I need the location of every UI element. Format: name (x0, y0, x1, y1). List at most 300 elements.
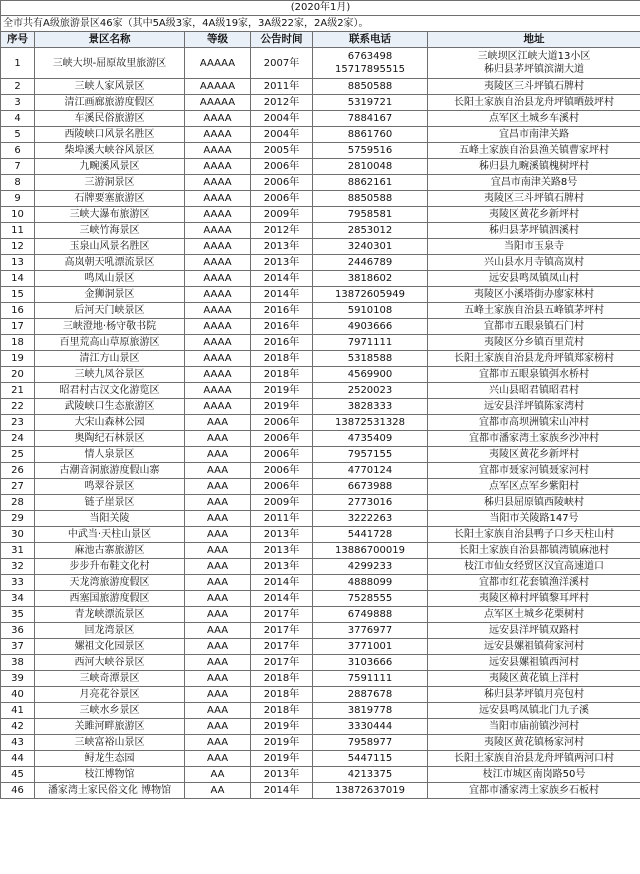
cell-phone-line: 4888099 (347, 577, 393, 588)
cell-phone (313, 79, 428, 95)
cell-address-line: 远安县洋坪镇双路村 (489, 625, 580, 636)
cell-no: 41 (1, 703, 35, 719)
cell-level: AA (185, 783, 251, 799)
cell-address (428, 623, 640, 639)
cell-level: AAAA (185, 271, 251, 287)
cell-year: 2006年 (251, 463, 313, 479)
cell-level: AAAAA (185, 95, 251, 111)
cell-level: AAA (185, 655, 251, 671)
cell-phone (313, 687, 428, 703)
cell-year: 2004年 (251, 127, 313, 143)
cell-address-line: 点军区土城乡车溪村 (489, 113, 580, 124)
cell-no: 34 (1, 591, 35, 607)
cell-phone (313, 367, 428, 383)
cell-address-line: 三峡坝区江峡大道13小区 (477, 51, 591, 62)
cell-address-line: 宜都市潘家湾土家族乡石板村 (469, 785, 600, 796)
cell-phone (313, 143, 428, 159)
cell-address-line: 五峰土家族自治县渔关镇曹家坪村 (459, 145, 610, 156)
cell-phone-line: 6763498 (347, 51, 393, 62)
cell-address (428, 671, 640, 687)
cell-phone-line: 3222263 (347, 513, 393, 524)
cell-phone (313, 447, 428, 463)
cell-no: 31 (1, 543, 35, 559)
cell-phone (313, 511, 428, 527)
table-row (1, 143, 640, 159)
cell-phone-line: 7958581 (347, 209, 393, 220)
cell-phone (313, 607, 428, 623)
cell-phone (313, 111, 428, 127)
cell-phone-line: 8862161 (347, 177, 393, 188)
header-no: 序号 (1, 32, 35, 48)
cell-address (428, 415, 640, 431)
cell-address-line: 夷陵区黄花乡新坪村 (489, 209, 580, 220)
cell-level: AAA (185, 751, 251, 767)
cell-address (428, 143, 640, 159)
header-phone: 联系电话 (313, 32, 428, 48)
cell-phone-line: 2520023 (347, 385, 393, 396)
cell-name: 三峡富裕山景区 (35, 735, 185, 751)
cell-level: AAA (185, 431, 251, 447)
cell-year: 2018年 (251, 703, 313, 719)
cell-name: 链子崖景区 (35, 495, 185, 511)
summary-text: 全市共有A级旅游景区46家（其中5A级3家，4A级19家，3A级22家，2A级2家）。 (1, 16, 640, 32)
cell-name: 三峡大瀑布旅游区 (35, 207, 185, 223)
cell-year: 2017年 (251, 607, 313, 623)
cell-address-line: 秭归县茅坪镇滨湖大道 (484, 64, 585, 75)
cell-no: 43 (1, 735, 35, 751)
table-row (1, 463, 640, 479)
cell-year: 2006年 (251, 159, 313, 175)
cell-address (428, 127, 640, 143)
cell-address (428, 591, 640, 607)
cell-level: AAA (185, 463, 251, 479)
cell-name: 玉泉山风景名胜区 (35, 239, 185, 255)
cell-year: 2013年 (251, 767, 313, 783)
cell-year: 2006年 (251, 191, 313, 207)
cell-address (428, 527, 640, 543)
cell-phone-line: 4770124 (347, 465, 393, 476)
header-year: 公告时间 (251, 32, 313, 48)
cell-address (428, 239, 640, 255)
cell-level: AAA (185, 623, 251, 639)
cell-no: 24 (1, 431, 35, 447)
table-row (1, 271, 640, 287)
cell-no: 14 (1, 271, 35, 287)
cell-phone-line: 8861760 (347, 129, 393, 140)
table-row (1, 223, 640, 239)
cell-phone-line: 13872605949 (335, 289, 405, 300)
table-row (1, 527, 640, 543)
cell-no: 1 (1, 48, 35, 79)
cell-no: 44 (1, 751, 35, 767)
cell-name: 关雎河畔旅游区 (35, 719, 185, 735)
cell-year: 2019年 (251, 719, 313, 735)
cell-level: AAAA (185, 207, 251, 223)
cell-phone-line: 3330444 (347, 721, 393, 732)
cell-phone (313, 95, 428, 111)
cell-address (428, 399, 640, 415)
cell-address (428, 575, 640, 591)
cell-level: AAAA (185, 367, 251, 383)
cell-level: AAA (185, 495, 251, 511)
cell-phone (313, 719, 428, 735)
table-row (1, 111, 640, 127)
table-row (1, 447, 640, 463)
cell-phone-line: 7957155 (347, 449, 393, 460)
cell-phone (313, 415, 428, 431)
cell-no: 42 (1, 719, 35, 735)
cell-year: 2006年 (251, 415, 313, 431)
table-row (1, 48, 640, 79)
cell-address-line: 宜昌市南津关路8号 (490, 177, 578, 188)
cell-no: 4 (1, 111, 35, 127)
cell-address (428, 159, 640, 175)
cell-level: AAAA (185, 111, 251, 127)
cell-phone-line: 3771001 (347, 641, 393, 652)
table-row (1, 399, 640, 415)
cell-name: 大宋山森林公园 (35, 415, 185, 431)
cell-phone-line: 3818602 (347, 273, 393, 284)
cell-year: 2006年 (251, 431, 313, 447)
cell-year: 2014年 (251, 271, 313, 287)
cell-phone-line: 15717895515 (335, 64, 405, 75)
table-row (1, 95, 640, 111)
table-row (1, 543, 640, 559)
cell-name: 鸣凤山景区 (35, 271, 185, 287)
cell-phone-line: 6749888 (347, 609, 393, 620)
cell-name: 西陵峡口风景名胜区 (35, 127, 185, 143)
cell-phone-line: 13886700019 (335, 545, 405, 556)
cell-address-line: 当阳市关陵路147号 (489, 513, 579, 524)
cell-address (428, 431, 640, 447)
cell-phone-line: 2773016 (347, 497, 393, 508)
cell-address-line: 宜都市高坝洲镇宋山冲村 (479, 417, 590, 428)
cell-year: 2012年 (251, 95, 313, 111)
header-name: 景区名称 (35, 32, 185, 48)
cell-address (428, 703, 640, 719)
table-row (1, 351, 640, 367)
cell-level: AAAA (185, 303, 251, 319)
cell-address (428, 351, 640, 367)
cell-phone-line: 7971111 (347, 337, 393, 348)
cell-address-line: 宜都市红花套镇渔洋溪村 (479, 577, 590, 588)
cell-phone-line: 5441728 (347, 529, 393, 540)
cell-address (428, 495, 640, 511)
cell-address-line: 夷陵区三斗坪镇石牌村 (484, 81, 585, 92)
table-row (1, 383, 640, 399)
cell-name: 情人泉景区 (35, 447, 185, 463)
cell-address-line: 长阳土家族自治县龙舟坪镇郑家榜村 (454, 353, 615, 364)
table-row (1, 415, 640, 431)
cell-year: 2014年 (251, 591, 313, 607)
cell-address-line: 远安县嫘祖镇西河村 (489, 657, 580, 668)
cell-level: AAA (185, 415, 251, 431)
cell-level: AA (185, 767, 251, 783)
cell-year: 2013年 (251, 559, 313, 575)
cell-level: AAAA (185, 335, 251, 351)
cell-phone (313, 48, 428, 79)
cell-no: 26 (1, 463, 35, 479)
cell-phone (313, 655, 428, 671)
cell-no: 39 (1, 671, 35, 687)
cell-address-line: 远安县嫘祖镇荷家河村 (484, 641, 585, 652)
cell-address (428, 639, 640, 655)
table-row (1, 367, 640, 383)
cell-address (428, 223, 640, 239)
cell-address-line: 长阳土家族自治县龙舟坪镇晒鼓坪村 (454, 97, 615, 108)
cell-address-line: 宜昌市南津关路 (499, 129, 570, 140)
cell-year: 2018年 (251, 351, 313, 367)
cell-name: 三峡九凤谷景区 (35, 367, 185, 383)
cell-year: 2005年 (251, 143, 313, 159)
cell-no: 11 (1, 223, 35, 239)
cell-name: 回龙湾景区 (35, 623, 185, 639)
cell-name: 枝江博物馆 (35, 767, 185, 783)
cell-phone-line: 4299233 (347, 561, 393, 572)
cell-level: AAAA (185, 255, 251, 271)
cell-level: AAA (185, 511, 251, 527)
cell-no: 21 (1, 383, 35, 399)
cell-year: 2017年 (251, 639, 313, 655)
cell-address-line: 宜都市聂家河镇聂家河村 (479, 465, 590, 476)
cell-year: 2011年 (251, 79, 313, 95)
cell-name: 金狮洞景区 (35, 287, 185, 303)
cell-phone-line: 2446789 (347, 257, 393, 268)
cell-no: 46 (1, 783, 35, 799)
cell-name: 九畹溪风景区 (35, 159, 185, 175)
cell-phone (313, 479, 428, 495)
cell-name: 清江方山景区 (35, 351, 185, 367)
cell-year: 2013年 (251, 255, 313, 271)
cell-name: 三峡奇潭景区 (35, 671, 185, 687)
cell-address-line: 夷陵区黄花乡新坪村 (489, 449, 580, 460)
cell-address (428, 79, 640, 95)
cell-no: 9 (1, 191, 35, 207)
cell-phone (313, 575, 428, 591)
cell-name: 三峡水乡景区 (35, 703, 185, 719)
cell-phone (313, 495, 428, 511)
cell-address-line: 远安县鸣凤镇北门九子溪 (479, 705, 590, 716)
cell-address-line: 秭归县屈原镇西陵峡村 (484, 497, 585, 508)
cell-phone (313, 463, 428, 479)
cell-year: 2019年 (251, 735, 313, 751)
cell-level: AAA (185, 575, 251, 591)
table-row (1, 159, 640, 175)
cell-phone-line: 2810048 (347, 161, 393, 172)
cell-no: 7 (1, 159, 35, 175)
cell-phone (313, 159, 428, 175)
cell-address-line: 夷陵区樟村坪镇黎耳坪村 (479, 593, 590, 604)
cell-no: 22 (1, 399, 35, 415)
table-row (1, 191, 640, 207)
cell-level: AAAAA (185, 79, 251, 95)
cell-address (428, 207, 640, 223)
cell-address-line: 点军区土城乡花栗树村 (484, 609, 585, 620)
cell-no: 32 (1, 559, 35, 575)
cell-phone (313, 671, 428, 687)
cell-level: AAA (185, 671, 251, 687)
cell-address-line: 长阳土家族自治县鸭子口乡天柱山村 (454, 529, 615, 540)
cell-level: AAA (185, 735, 251, 751)
cell-phone (313, 127, 428, 143)
cell-no: 40 (1, 687, 35, 703)
cell-address-line: 长阳土家族自治县都镇湾镇麻池村 (459, 545, 610, 556)
table-row (1, 623, 640, 639)
cell-phone (313, 751, 428, 767)
cell-address (428, 447, 640, 463)
header-row (1, 32, 640, 48)
cell-phone (313, 399, 428, 415)
cell-address (428, 479, 640, 495)
cell-phone (313, 287, 428, 303)
cell-address (428, 255, 640, 271)
cell-no: 18 (1, 335, 35, 351)
cell-phone-line: 7958977 (347, 737, 393, 748)
cell-name: 西河大峡谷景区 (35, 655, 185, 671)
cell-no: 36 (1, 623, 35, 639)
cell-address-line: 当阳市玉泉寺 (504, 241, 565, 252)
cell-name: 古潮音洞旅游度假山寨 (35, 463, 185, 479)
cell-no: 10 (1, 207, 35, 223)
cell-year: 2016年 (251, 335, 313, 351)
cell-phone (313, 175, 428, 191)
year-line: (2020年1月) (1, 1, 640, 16)
cell-name: 青龙峡漂流景区 (35, 607, 185, 623)
cell-address (428, 719, 640, 735)
cell-address-line: 秭归县茅坪镇月亮包村 (484, 689, 585, 700)
cell-year: 2017年 (251, 623, 313, 639)
cell-no: 20 (1, 367, 35, 383)
table-row (1, 79, 640, 95)
cell-address (428, 463, 640, 479)
cell-level: AAA (185, 447, 251, 463)
table-row (1, 239, 640, 255)
cell-phone-line: 2853012 (347, 225, 393, 236)
cell-phone (313, 303, 428, 319)
cell-level: AAAA (185, 319, 251, 335)
header-level: 等级 (185, 32, 251, 48)
cell-phone (313, 543, 428, 559)
cell-phone-line: 3103666 (347, 657, 393, 668)
cell-level: AAA (185, 479, 251, 495)
cell-address-line: 枝江市仙女经贸区汉宜高速道口 (464, 561, 605, 572)
cell-address (428, 175, 640, 191)
cell-address-line: 夷陵区三斗坪镇石牌村 (484, 193, 585, 204)
cell-phone-line: 3828333 (347, 401, 393, 412)
cell-name: 高岚朝天吼漂流景区 (35, 255, 185, 271)
cell-address (428, 655, 640, 671)
cell-address-line: 夷陵区分乡镇百里荒村 (484, 337, 585, 348)
table-row (1, 559, 640, 575)
cell-year: 2006年 (251, 447, 313, 463)
cell-level: AAAA (185, 399, 251, 415)
cell-no: 8 (1, 175, 35, 191)
cell-no: 38 (1, 655, 35, 671)
cell-address-line: 五峰土家族自治县五峰镇茅坪村 (464, 305, 605, 316)
cell-name: 潘家湾土家民俗文化 博物馆 (35, 783, 185, 799)
cell-name: 百里荒高山草原旅游区 (35, 335, 185, 351)
cell-name: 当阳关陵 (35, 511, 185, 527)
cell-level: AAA (185, 703, 251, 719)
cell-year: 2019年 (251, 383, 313, 399)
cell-address (428, 607, 640, 623)
cell-no: 23 (1, 415, 35, 431)
cell-phone (313, 271, 428, 287)
cell-address (428, 511, 640, 527)
table-row (1, 255, 640, 271)
cell-phone-line: 4903666 (347, 321, 393, 332)
cell-address-line: 宜都市潘家湾土家族乡沙冲村 (469, 433, 600, 444)
cell-no: 5 (1, 127, 35, 143)
table-row (1, 479, 640, 495)
cell-address (428, 559, 640, 575)
cell-phone (313, 383, 428, 399)
cell-name: 车溪民俗旅游区 (35, 111, 185, 127)
cell-level: AAA (185, 639, 251, 655)
cell-phone (313, 767, 428, 783)
cell-address-line: 远安县鸣凤镇凤山村 (489, 273, 580, 284)
cell-address (428, 191, 640, 207)
cell-year: 2016年 (251, 303, 313, 319)
cell-phone (313, 591, 428, 607)
summary-row (1, 16, 640, 32)
cell-name: 鸣翠谷景区 (35, 479, 185, 495)
cell-no: 12 (1, 239, 35, 255)
header-address: 地址 (428, 32, 640, 48)
cell-level: AAAA (185, 191, 251, 207)
cell-no: 45 (1, 767, 35, 783)
cell-no: 6 (1, 143, 35, 159)
cell-phone (313, 623, 428, 639)
cell-name: 三峡竹海景区 (35, 223, 185, 239)
cell-level: AAAAA (185, 48, 251, 79)
table-row (1, 783, 640, 799)
cell-level: AAAA (185, 127, 251, 143)
cell-no: 37 (1, 639, 35, 655)
cell-level: AAA (185, 687, 251, 703)
cell-phone-line: 4569900 (347, 369, 393, 380)
year-row (1, 1, 640, 16)
cell-year: 2006年 (251, 479, 313, 495)
cell-phone-line: 5910108 (347, 305, 393, 316)
cell-address-line: 夷陵区黄花镇杨家河村 (484, 737, 585, 748)
cell-level: AAA (185, 607, 251, 623)
cell-phone (313, 735, 428, 751)
cell-phone (313, 207, 428, 223)
cell-address (428, 95, 640, 111)
cell-phone (313, 431, 428, 447)
cell-no: 17 (1, 319, 35, 335)
table-row (1, 287, 640, 303)
cell-address (428, 735, 640, 751)
cell-phone (313, 335, 428, 351)
cell-phone (313, 191, 428, 207)
cell-phone-line: 3819778 (347, 705, 393, 716)
cell-no: 30 (1, 527, 35, 543)
cell-address (428, 335, 640, 351)
table-row (1, 431, 640, 447)
cell-level: AAAA (185, 239, 251, 255)
cell-year: 2017年 (251, 655, 313, 671)
table-row (1, 319, 640, 335)
cell-address-line: 枝江市城区南岗路50号 (482, 769, 586, 780)
cell-phone-line: 8850588 (347, 81, 393, 92)
table-row (1, 575, 640, 591)
cell-no: 3 (1, 95, 35, 111)
table-row (1, 495, 640, 511)
cell-phone-line: 5447115 (347, 753, 393, 764)
cell-no: 19 (1, 351, 35, 367)
